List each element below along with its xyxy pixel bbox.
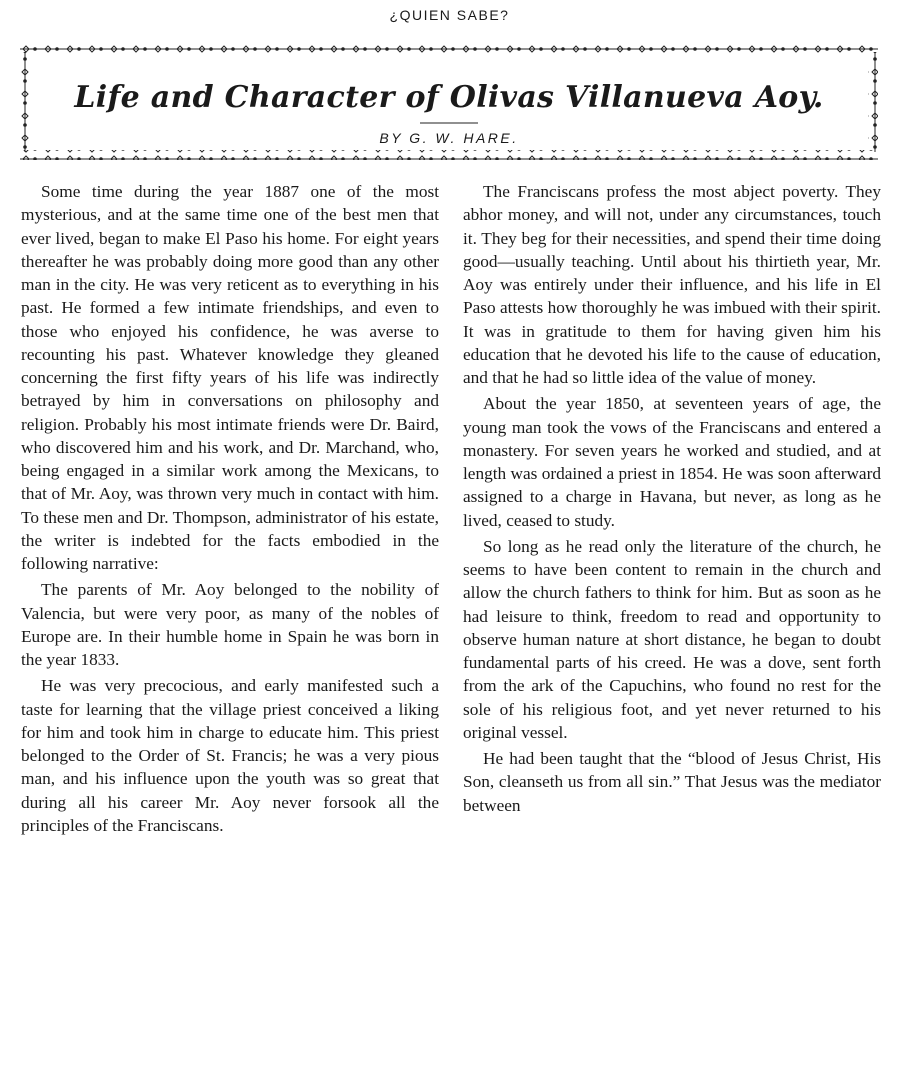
paragraph: The Franciscans profess the most abject poverty. They abhor money, and will not, under any circumstances, touch it. They beg for their necessities, and spend their time doing good—usually teaching. Until about his thirtieth year, Mr. Aoy was entirely under their influence, and his life in El Paso attests how thoroughly he was imbued with their spirit. It was in gratitude to them for having given him his education that he devoted his life to the cause of education, and that he had so little idea of the value of money.	[463, 182, 881, 387]
byline: BY G. W. HARE.	[379, 130, 519, 146]
running-head: ¿QUIEN SABE?	[389, 7, 510, 23]
paragraph: Some time during the year 1887 one of the most mysterious, and at the same time one of the best men that ever lived, began to make El Paso his home. For eight years thereafter he was probably doing more good than any other man in the city. He was very reticent as to everything in his past. He formed a few intimate friendships, and even to those who enjoyed his confidence, he was averse to recounting his past. Whatever knowledge they gleaned concerning the first fifty years of his life was indirectly betrayed by him in conversations on philosophy and religion. Probably his most intimate friends were Dr. Baird, who discovered him and his work, and Dr. Marchand, who, being engaged in a similar work among the Mexicans, to that of Mr. Aoy, was thrown very much in contact with him. To these men and Dr. Thompson, administrator of his estate, the writer is indebted for the facts embodied in the following narrative:	[21, 182, 439, 573]
left-column	[21, 180, 439, 840]
title-frame	[20, 44, 878, 160]
paragraph: He had been taught that the “blood of Jesus Christ, His Son, cleanseth us from all sin.” That Jesus was the mediator between	[463, 749, 881, 815]
paragraph: The parents of Mr. Aoy belonged to the nobility of Valencia, but were very poor, as many of the nobles of Europe are. In their humble home in Spain he was born in the year 1833.	[21, 580, 439, 669]
paragraph: He was very precocious, and early manifested such a taste for learning that the village priest conceived a liking for him and took him in charge to educate him. This priest belonged to the Order of St. Francis; he was a very pious man, and his influence upon the youth was so great that during all his career Mr. Aoy never forsook all the principles of the Franciscans.	[21, 676, 439, 835]
paragraph: So long as he read only the literature of the church, he seems to have been content to remain in the church and allow the church fathers to think for him. But as soon as he had leisure to think, freedom to read and opportunity to observe human nature at short distance, he began to doubt fundamental parts of his creed. He was a dove, sent forth from the ark of the Capuchins, who found no rest for the sole of his religious foot, and yet never returned to his original vessel.	[463, 536, 881, 742]
article-title: Life and Character of Olivas Villanueva Aoy.	[74, 80, 824, 115]
right-column	[463, 180, 881, 820]
paragraph: About the year 1850, at seventeen years of age, the young man took the vows of the Franciscans and entered a monastery. For seven years he worked and studied, and at length was ordained a priest in 1854. He was soon afterward assigned to a charge in Havana, but never, as long as he lived, ceased to study.	[463, 394, 881, 530]
